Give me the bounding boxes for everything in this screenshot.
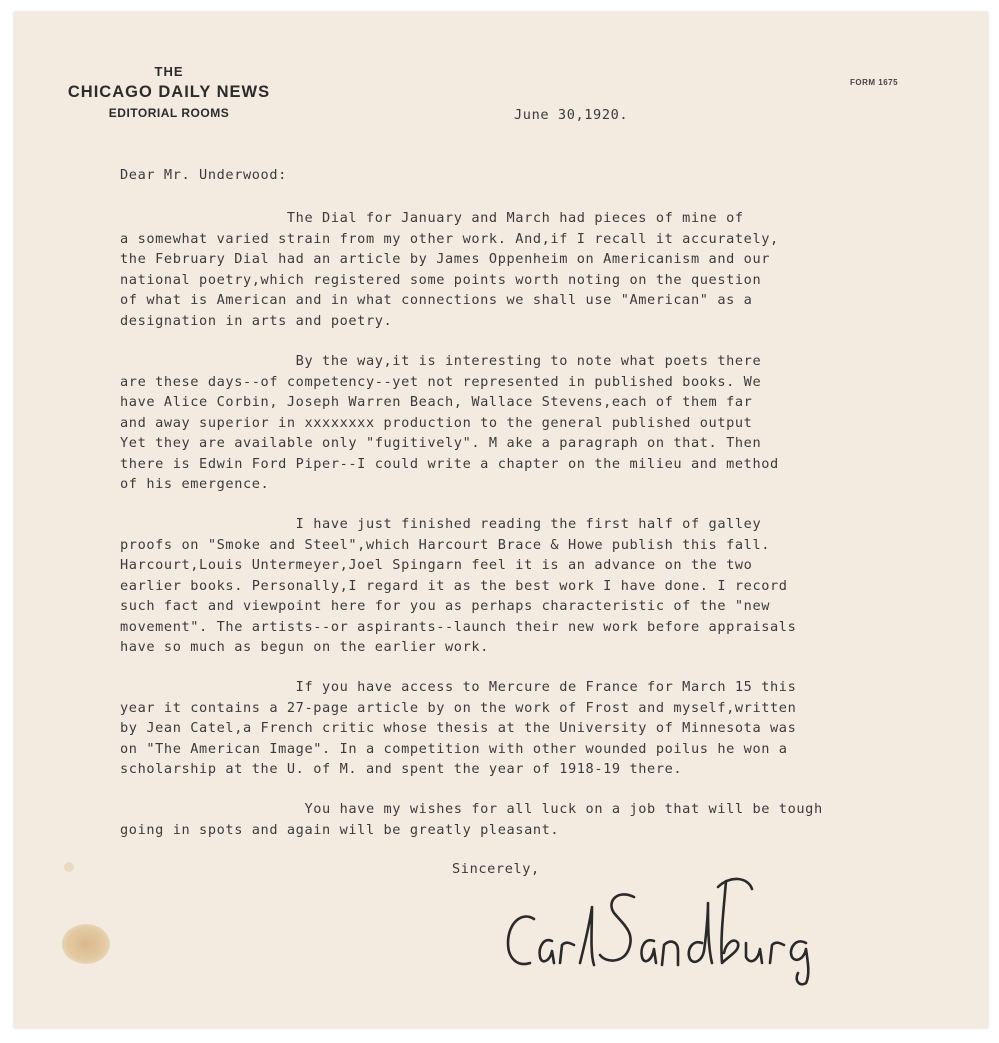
letterhead-newspaper-name: CHICAGO DAILY NEWS [67, 83, 271, 101]
paragraph-2: By the way,it is interesting to note what poets there are these days--of competency--yet not represented in published books. We have Alice Corbin, Joseph Warren Beach, Wallace Stevens,each of them far and away superior in xxxxxxxx production to the general published output Yet they are available only "fugitively". M ake a paragraph on that. Then there is Edwin Ford Piper--I could write a chapter on the milieu and method of his emergence. [120, 353, 779, 492]
closing: Sincerely, [452, 861, 540, 877]
letter-date: June 30,1920. [514, 107, 629, 123]
letterhead [34, 64, 304, 120]
letterhead-department: EDITORIAL ROOMS [108, 106, 230, 120]
letter-sheet [14, 12, 988, 1028]
form-number: FORM 1675 [850, 78, 899, 87]
salutation: Dear Mr. Underwood: [120, 167, 287, 183]
paragraph-5: You have my wishes for all luck on a job that will be tough going in spots and again will be greatly pleasant. [120, 801, 823, 838]
paragraph-3: I have just finished reading the first half of galley proofs on "Smoke and Steel",which Harcourt Brace & Howe publish this fall. Harcourt,Louis Untermeyer,Joel Spingarn feel it is an advance on the two earlier books. Personally,I regard it as the best work I have done. I record such fact and viewpoint here for you as perhaps characteristic of the "new movement". The artists--or aspirants--launch their new work before appraisals have so much as begun on the earlier work. [120, 516, 797, 655]
paragraph-1: The Dial for January and March had pieces of mine of a somewhat varied strain from my other work. And,if I recall it accurately, the February Dial had an article by James Oppenheim on Americanism and our national poetry,which registered some points worth noting on the question of what is American and in what connections we shall use "American" as a designation in arts and poetry. [120, 210, 779, 329]
handwritten-signature [494, 867, 824, 987]
letterhead-the: THE [154, 64, 184, 79]
paragraph-4: If you have access to Mercure de France for March 15 this year it contains a 27-page article by on the work of Frost and myself,written by Jean Catel,a French critic whose thesis at the University of Minnesota was on "The American Image". In a competition with other wounded poilus he won a scholarship at the U. of M. and spent the year of 1918-19 there. [120, 679, 797, 777]
paper-spot [64, 862, 74, 872]
water-stain [62, 924, 110, 964]
